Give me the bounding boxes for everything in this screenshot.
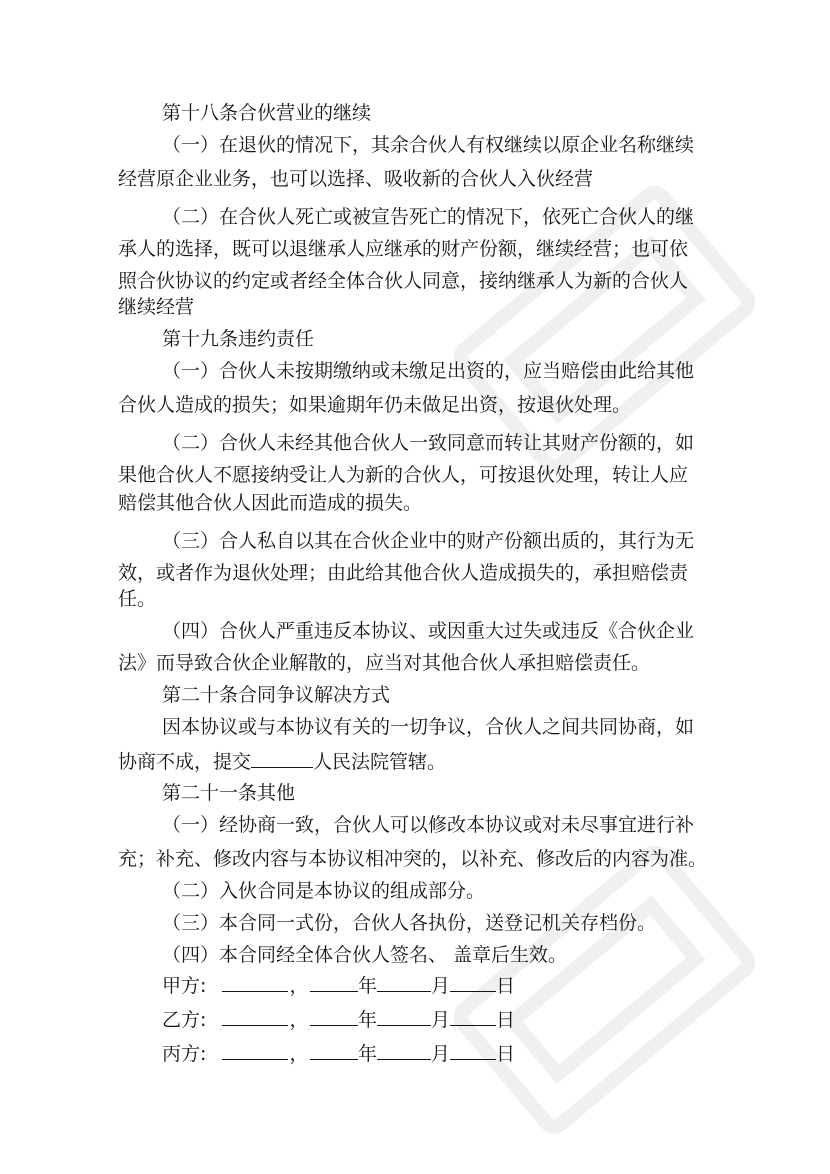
heading-article-20: 第二十条合同争议解决方式 (162, 684, 391, 706)
day-blank (450, 1040, 496, 1060)
paragraph-line: （二）合伙人未经其他合伙人一致同意而转让其财产份额的，如 (162, 432, 695, 454)
name-blank (222, 972, 288, 992)
month-label: 月 (431, 975, 451, 997)
heading-article-18: 第十八条合伙营业的继续 (162, 102, 372, 124)
paragraph-line: 效，或者作为退伙处理；由此给其他合伙人造成损失的，承担赔偿责 (118, 562, 689, 584)
court-line (118, 748, 446, 775)
day-blank (450, 1006, 496, 1026)
year-label: 年 (358, 1009, 378, 1031)
paragraph-line: 继续经营 (118, 296, 195, 318)
paragraph-line: 因本协议或与本协议有关的一切争议，合伙人之间共同协商，如 (162, 716, 695, 738)
year-blank (310, 972, 358, 992)
paragraph-line: （一）经协商一致，合伙人可以修改本协议或对未尽事宜进行补 (162, 814, 695, 836)
heading-article-21: 第二十一条其他 (162, 782, 296, 804)
paragraph-line: （三）合人私自以其在合伙企业中的财产份额出质的，其行为无 (162, 530, 695, 552)
paragraph-line: （一）在退伙的情况下，其余合伙人有权继续以原企业名称继续 (162, 134, 695, 156)
party-label: 乙方: (162, 1009, 207, 1031)
month-label: 月 (431, 1009, 451, 1031)
comma: ， (289, 1009, 309, 1031)
paragraph-line: 合伙人造成的损失；如果逾期年仍未做足出资，按退伙处理。 (118, 394, 632, 416)
paragraph-line: （四）本合同经全体合伙人签名、 盖章后生效。 (162, 944, 568, 966)
month-label: 月 (431, 1043, 451, 1065)
paragraph-line: 任。 (118, 588, 157, 610)
paragraph-line: 承人的选择，既可以退继承人应继承的财产份额，继续经营；也可依 (118, 238, 689, 260)
paragraph-line: （三）本合同一式份，合伙人各执份，送登记机关存档份。 (162, 912, 657, 934)
month-blank (377, 972, 431, 992)
paragraph-line: 果他合伙人不愿接纳受让人为新的合伙人，可按退伙处理，转让人应 (118, 464, 689, 486)
name-blank (222, 1006, 288, 1026)
heading-article-19: 第十九条违约责任 (162, 328, 315, 350)
paragraph-line: （四）合伙人严重违反本协议、或因重大过失或违反《合伙企业 (162, 620, 695, 642)
comma: ， (289, 1043, 309, 1065)
year-blank (310, 1006, 358, 1026)
paragraph-line: （一）合伙人未按期缴纳或未缴足出资的，应当赔偿由此给其他 (162, 360, 695, 382)
court-blank (251, 748, 313, 768)
year-label: 年 (358, 975, 378, 997)
court-suffix: 人民法院管辖。 (313, 751, 447, 773)
day-label: 日 (496, 1009, 516, 1031)
paragraph-line: 法》而导致合伙企业解散的，应当对其他合伙人承担赔偿责任。 (118, 652, 651, 674)
signature-row-a (162, 972, 515, 999)
month-blank (377, 1006, 431, 1026)
court-prefix: 协商不成，提交 (118, 751, 252, 773)
year-label: 年 (358, 1043, 378, 1065)
party-label: 甲方: (162, 975, 207, 997)
day-label: 日 (496, 1043, 516, 1065)
party-label: 丙方: (162, 1043, 207, 1065)
paragraph-line: （二）在合伙人死亡或被宣告死亡的情况下，依死亡合伙人的继 (162, 206, 695, 228)
comma: ， (289, 975, 309, 997)
day-blank (450, 972, 496, 992)
paragraph-line: 充；补充、修改内容与本协议相冲突的，以补充、修改后的内容为准。 (118, 848, 708, 870)
year-blank (310, 1040, 358, 1060)
paragraph-line: 赔偿其他合伙人因此而造成的损失。 (118, 492, 423, 514)
name-blank (222, 1040, 288, 1060)
signature-row-c (162, 1040, 515, 1067)
paragraph-line: 照合伙协议的约定或者经全体合伙人同意，接纳继承人为新的合伙人 (118, 270, 689, 292)
paragraph-line: 经营原企业业务，也可以选择、吸收新的合伙人入伙经营 (118, 168, 594, 190)
paragraph-line: （二）入伙合同是本协议的组成部分。 (162, 880, 486, 902)
month-blank (377, 1040, 431, 1060)
day-label: 日 (496, 975, 516, 997)
signature-row-b (162, 1006, 515, 1033)
